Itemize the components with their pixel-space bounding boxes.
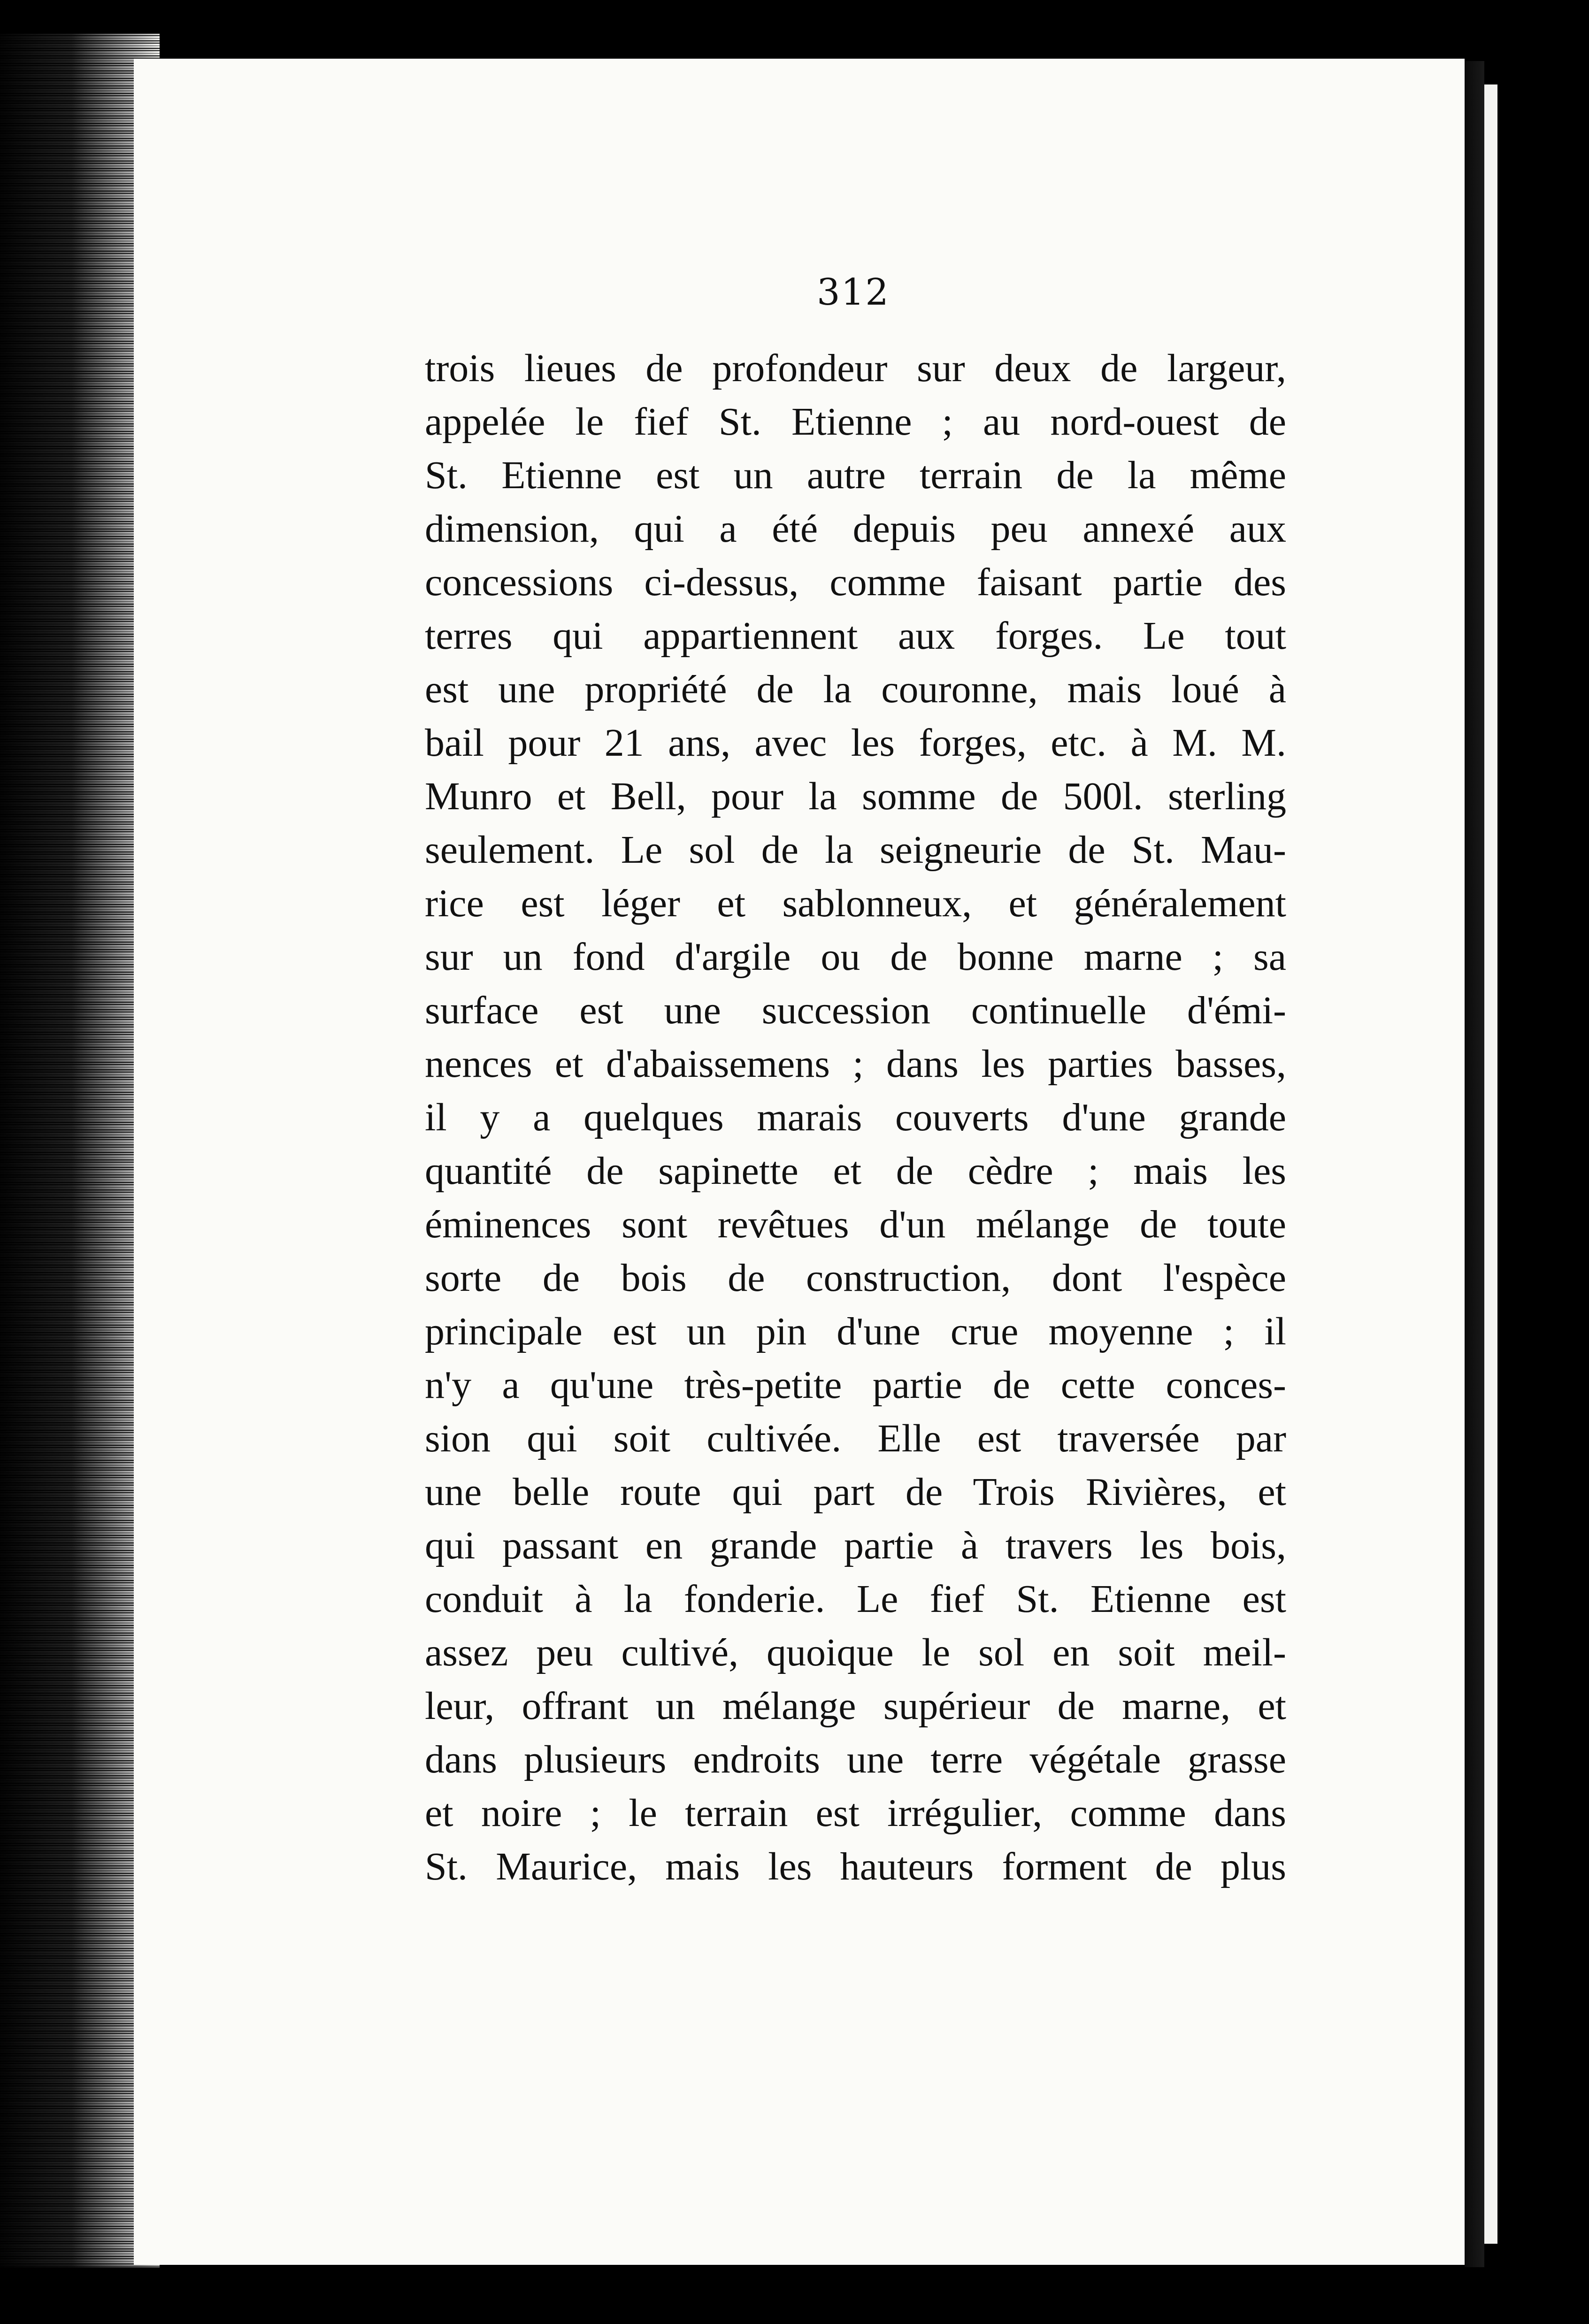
text-line: quantité de sapinette et de cèdre ; mais les xyxy=(425,1149,1286,1193)
text-line: leur, offrant un mélange supérieur de marne, et xyxy=(425,1684,1286,1728)
text-line: conduit à la fonderie. Le fief St. Etienne est xyxy=(425,1577,1286,1621)
text-line: St. Maurice, mais les hauteurs forment de plus xyxy=(425,1845,1286,1888)
text-line: dans plusieurs endroits une terre végétale grasse xyxy=(425,1738,1286,1781)
text-line: surface est une succession continuelle d'émi- xyxy=(425,989,1286,1032)
text-line: rice est léger et sablonneux, et généralement xyxy=(425,882,1286,925)
text-line: principale est un pin d'une crue moyenne ; il xyxy=(425,1310,1286,1353)
text-line: concessions ci-dessus, comme faisant partie des xyxy=(425,560,1286,604)
text-line: trois lieues de profondeur sur deux de largeur, xyxy=(425,346,1286,390)
text-line: nences et d'abaissemens ; dans les parties basses, xyxy=(425,1042,1286,1086)
text-line: n'y a qu'une très-petite partie de cette conces- xyxy=(425,1363,1286,1407)
text-line: sorte de bois de construction, dont l'espèce xyxy=(425,1256,1286,1300)
text-line: dimension, qui a été depuis peu annexé aux xyxy=(425,507,1286,551)
text-line: sion qui soit cultivée. Elle est traversée par xyxy=(425,1417,1286,1460)
text-line: il y a quelques marais couverts d'une grande xyxy=(425,1096,1286,1139)
text-line: qui passant en grande partie à travers les bois, xyxy=(425,1524,1286,1567)
text-line: appelée le fief St. Etienne ; au nord-ouest de xyxy=(425,400,1286,444)
text-line: seulement. Le sol de la seigneurie de St. Mau- xyxy=(425,828,1286,872)
body-text xyxy=(425,342,1286,1894)
text-line: St. Etienne est un autre terrain de la même xyxy=(425,453,1286,497)
page-edge-shadow xyxy=(1465,61,1484,2267)
text-line: éminences sont revêtues d'un mélange de toute xyxy=(425,1203,1286,1246)
page-number: 312 xyxy=(817,271,890,314)
text-line: et noire ; le terrain est irrégulier, comme dans xyxy=(425,1791,1286,1835)
text-line: sur un fond d'argile ou de bonne marne ; sa xyxy=(425,935,1286,979)
text-line: une belle route qui part de Trois Rivières, et xyxy=(425,1470,1286,1514)
text-line: assez peu cultivé, quoique le sol en soit meil- xyxy=(425,1631,1286,1674)
adjacent-page-edge xyxy=(1484,84,1497,2244)
text-line: Munro et Bell, pour la somme de 500l. sterling xyxy=(425,775,1286,818)
text-line: est une propriété de la couronne, mais loué à xyxy=(425,667,1286,711)
text-line: terres qui appartiennent aux forges. Le tout xyxy=(425,614,1286,658)
text-line: bail pour 21 ans, avec les forges, etc. à M. M. xyxy=(425,721,1286,765)
